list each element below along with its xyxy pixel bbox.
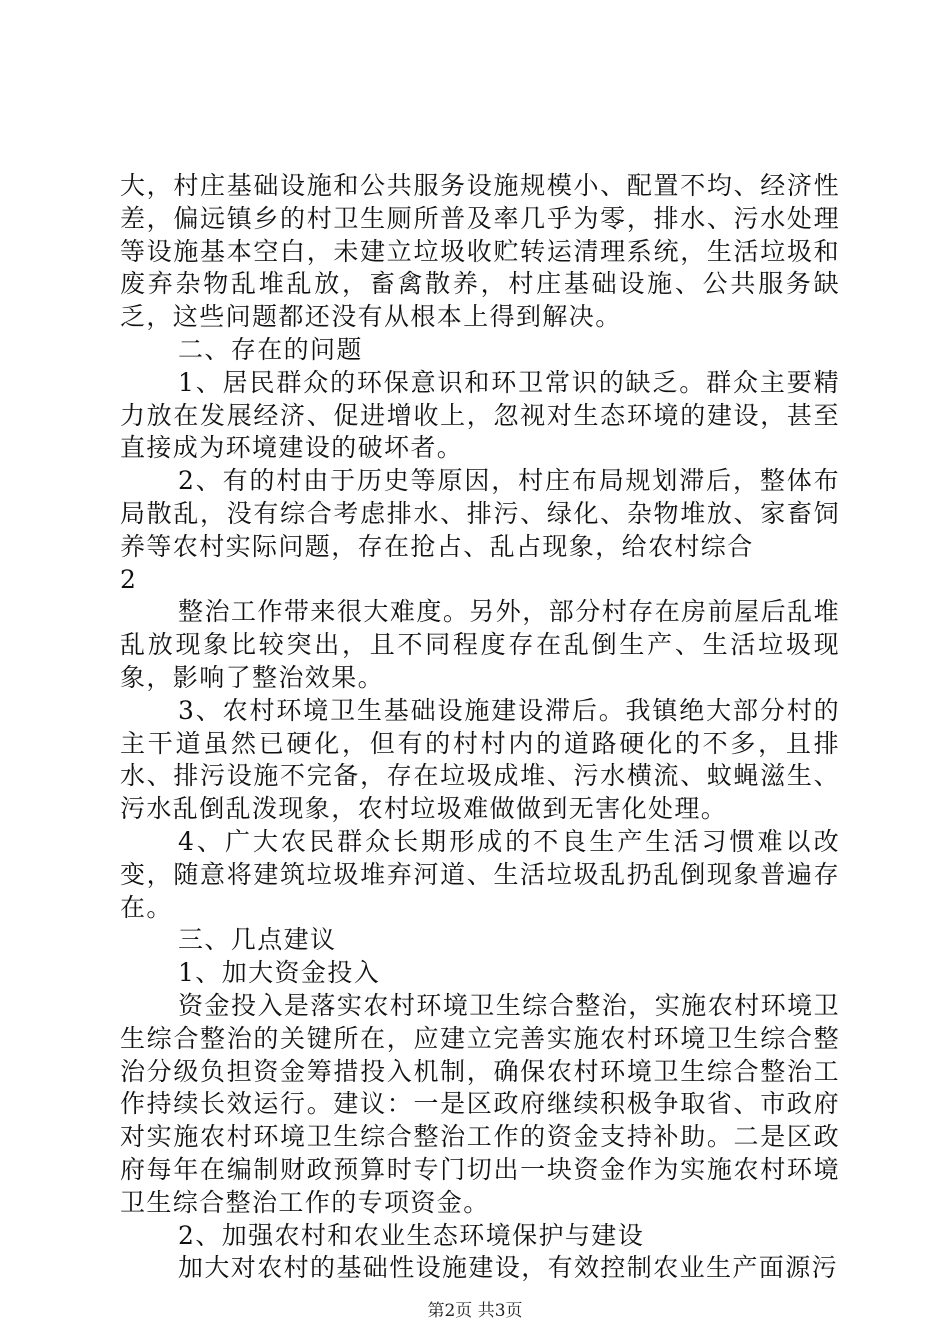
paragraph-funding: 资金投入是落实农村环境卫生综合整治，实施农村环境卫生综合整治的关键所在，应建立完善实施农村环境卫生综合整治分级负担资金筹措投入机制，确保农村环境卫生综合整治工作持续长效运行。建议：一是区政府继续积极争取省、市政府对实施农村环境卫生综合整治工作的资金支持补助。二是区政府每年在编制财政预算时专门切出一块资金作为实施农村环境卫生综合整治工作的专项资金。 xyxy=(120,990,840,1217)
paragraph-problem-2-continued: 整治工作带来很大难度。另外，部分村存在房前屋后乱堆乱放现象比较突出，且不同程度存在乱倒生产、生活垃圾现象，影响了整治效果。 xyxy=(120,597,840,692)
document-body xyxy=(120,170,840,1285)
paragraph-problem-4: 4、广大农民群众长期形成的不良生产生活习惯难以改变，随意将建筑垃圾堆弃河道、生活垃圾乱扔乱倒现象普遍存在。 xyxy=(120,826,840,922)
paragraph-problem-1: 1、居民群众的环保意识和环卫常识的缺乏。群众主要精力放在发展经济、促进增收上，忽视对生态环境的建设，甚至直接成为环境建设的破坏者。 xyxy=(120,367,840,463)
paragraph-ecology: 加大对农村的基础性设施建设，有效控制农业生产面源污 xyxy=(178,1253,839,1283)
page-footer: 第2页 共3页 xyxy=(427,1301,523,1321)
paragraph-continuation: 大，村庄基础设施和公共服务设施规模小、配置不均、经济性差，偏远镇乡的村卫生厕所普及率几乎为零，排水、污水处理等设施基本空白，未建立垃圾收贮转运清理系统，生活垃圾和废弃杂物乱堆乱放，畜禽散养，村庄基础设施、公共服务缺乏，这些问题都还没有从根本上得到解决。 xyxy=(120,171,840,332)
section-heading-problems: 二、存在的问题 xyxy=(178,334,363,364)
section-heading-suggestions: 三、几点建议 xyxy=(178,925,337,955)
paragraph-problem-2: 2、有的村由于历史等原因，村庄布局规划滞后，整体布局散乱，没有综合考虑排水、排污、绿化、杂物堆放、家畜饲养等农村实际问题，存在抢占、乱占现象，给农村综合 xyxy=(120,466,840,561)
paragraph-problem-3: 3、农村环境卫生基础设施建设滞后。我镇绝大部分村的主干道虽然已硬化，但有的村村内的道路硬化的不多，且排水、排污设施不完备，存在垃圾成堆、污水横流、蚊蝇滋生、污水乱倒乱泼现象，农村垃圾难做做到无害化处理。 xyxy=(120,695,840,824)
subheading-funding: 1、加大资金投入 xyxy=(178,958,381,988)
stray-page-number: 2 xyxy=(120,564,138,594)
subheading-ecology: 2、加强农村和农业生态环境保护与建设 xyxy=(178,1220,645,1250)
